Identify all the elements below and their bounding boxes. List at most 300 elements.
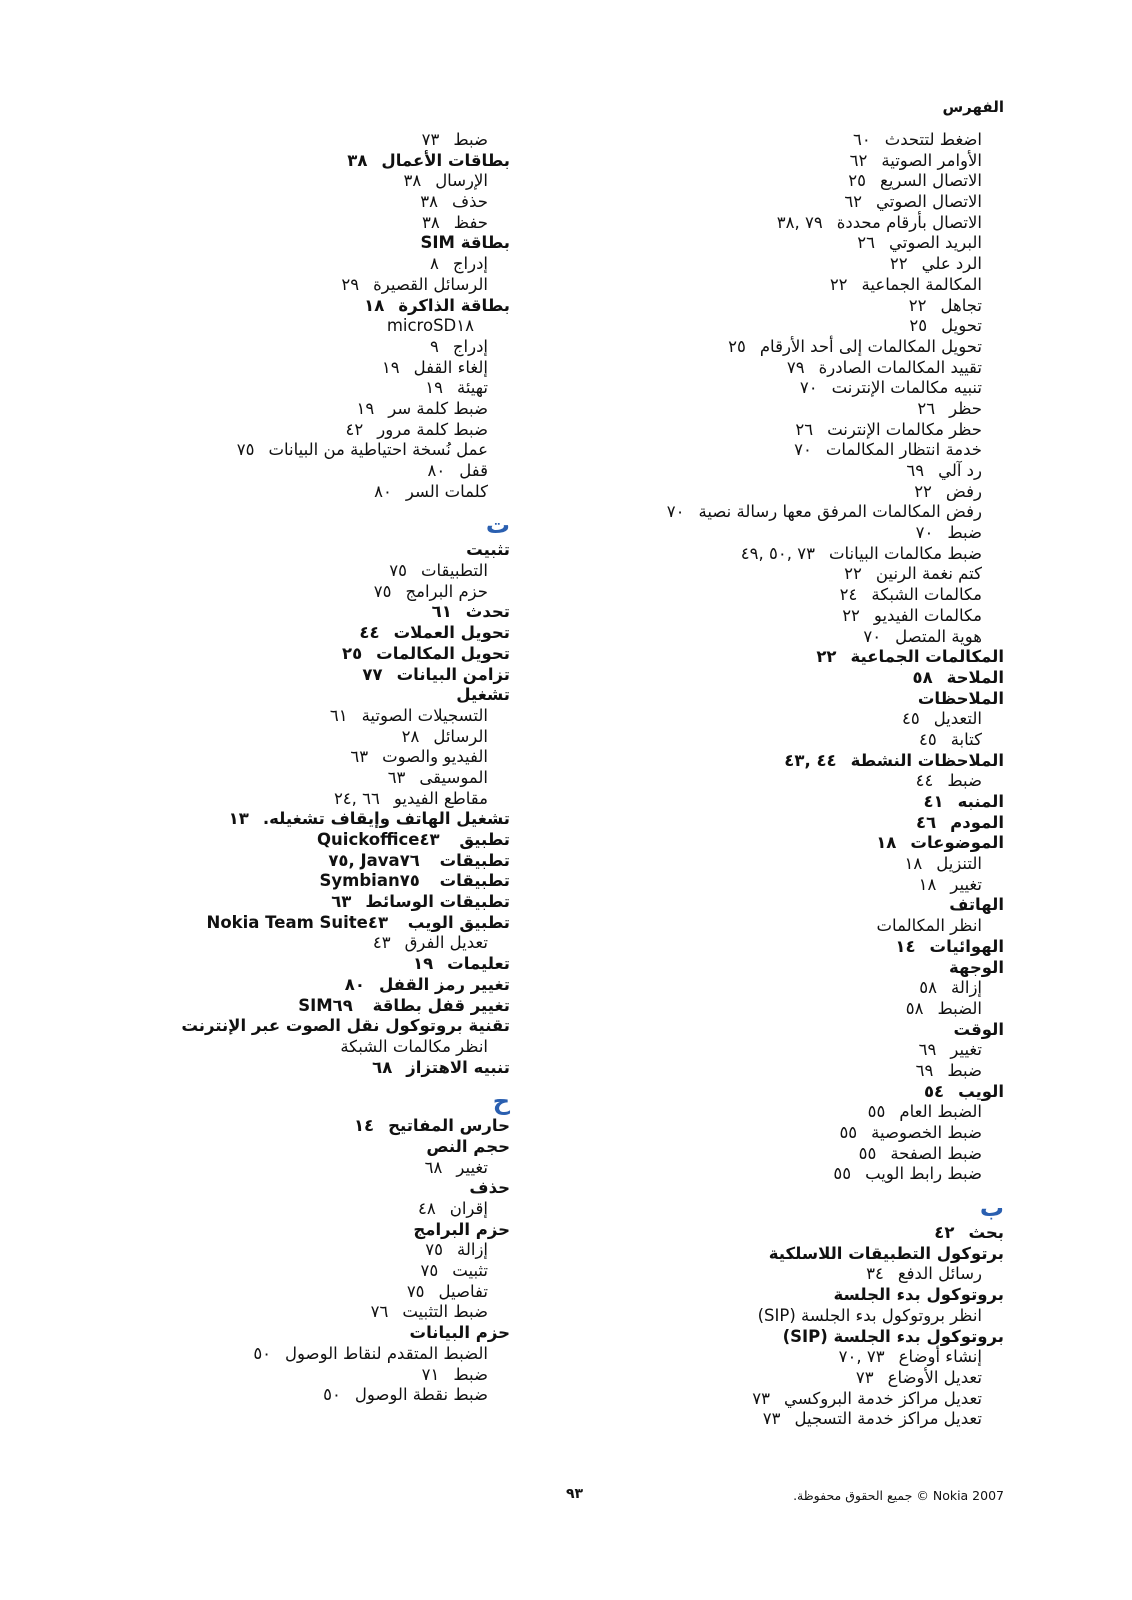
index-subentry [564, 771, 1004, 792]
index-entry [70, 644, 510, 665]
index-term: الوجهة [949, 957, 1004, 977]
index-page-ref: ٦٣ [331, 892, 352, 912]
index-entry [70, 809, 510, 830]
index-page-ref: ٢٥ [909, 316, 928, 336]
index-entry [564, 1327, 1004, 1348]
index-page-ref: ١٨ [456, 316, 474, 336]
index-subentry [564, 233, 1004, 254]
index-subentry [70, 933, 510, 954]
index-page-ref: ٤٢ [345, 419, 364, 439]
index-term: حذف [452, 192, 488, 212]
index-page-ref: ٢٦ [795, 419, 814, 439]
index-subentry [564, 461, 1004, 482]
index-subentry [70, 1037, 510, 1058]
index-term: ضبط [947, 1060, 982, 1080]
index-page-ref: ٢٩ [341, 274, 360, 294]
index-subentry [70, 130, 510, 151]
index-page-ref: ٧٦ ,٧٥ [328, 850, 420, 870]
index-term: تغيير قفل بطاقة SIM [298, 995, 510, 1015]
index-term: الاتصال بأرقام محددة [836, 212, 982, 232]
index-page-ref: ٣٨ [403, 171, 422, 191]
index-subentry [70, 440, 510, 461]
index-entry [564, 668, 1004, 689]
index-entry [70, 602, 510, 623]
index-letter-heading: ح [492, 1087, 510, 1116]
index-page-ref: ٤٦ [916, 812, 937, 832]
index-term: تنبيه مكالمات الإنترنت [831, 378, 982, 398]
index-page-ref: ٢٢ [842, 605, 860, 625]
index-page-ref: ٤٥ [918, 729, 937, 749]
index-term: حفظ [453, 212, 488, 232]
index-page-ref: ٢٢ [914, 481, 932, 501]
index-page-ref: ٧٠ [915, 523, 934, 543]
index-term: انظر مكالمات الشبكة [340, 1036, 488, 1056]
index-term: حجم النص [426, 1136, 510, 1156]
index-subentry [564, 1409, 1004, 1430]
index-term: تقنية بروتوكول نقل الصوت عبر الإنترنت [181, 1016, 510, 1036]
index-page-ref: ١٨ [918, 874, 937, 894]
index-page-ref: ٢٥ [342, 643, 363, 663]
index-entry [70, 665, 510, 686]
index-term: كتابة [950, 729, 982, 749]
index-subentry [564, 1061, 1004, 1082]
index-term: تهيئة [456, 378, 488, 398]
index-entry [70, 233, 510, 254]
index-term: هوية المتصل [895, 626, 982, 646]
index-page-ref: ٣٨ [420, 192, 439, 212]
index-page-ref: ٦٠ [852, 130, 871, 149]
index-page-ref: ٢٦ [857, 233, 876, 253]
index-term: تغيير [456, 1157, 488, 1177]
index-term: التطبيقات [421, 561, 488, 581]
index-term: إقران [449, 1199, 488, 1218]
index-page-ref: ٦١ [329, 705, 348, 725]
index-page-ref: ٥٨ [919, 978, 937, 998]
index-subentry [564, 399, 1004, 420]
index-term: مكالمات الشبكة [871, 585, 982, 605]
index-page-ref: ٤٣ [372, 933, 391, 953]
index-term: التنزيل [936, 854, 982, 874]
index-term: ضبط كلمة سر [388, 398, 488, 418]
index-letter-heading: ب [979, 1194, 1004, 1223]
index-page-ref: ٥٥ [867, 1102, 886, 1122]
index-term: بروتوكول بدء الجلسة (SIP) [782, 1326, 1004, 1346]
index-page-ref: ٥٥ [839, 1123, 858, 1142]
index-term: المودم [950, 812, 1004, 832]
index-term: تقييد المكالمات الصادرة [818, 357, 982, 377]
index-term: تشغيل [456, 685, 510, 705]
index-page-ref: ٢٢ [889, 254, 908, 274]
index-entry [70, 296, 510, 317]
index-page-ref: ٥٥ [858, 1143, 877, 1163]
index-term: الهاتف [949, 895, 1004, 915]
index-term: تحويل [941, 316, 982, 336]
index-term: المنبه [957, 792, 1004, 811]
index-page-ref: ٢٢ [816, 647, 837, 667]
index-subentry [564, 337, 1004, 358]
index-term: تطبيقات Java [360, 850, 510, 870]
index-subentry [70, 561, 510, 582]
index-subentry [70, 399, 510, 420]
index-term: الموسيقى [419, 767, 488, 787]
index-term: تحويل المكالمات إلى أحد الأرقام [759, 336, 982, 356]
index-entry [70, 975, 510, 996]
index-page-ref: ٦١ [431, 602, 452, 622]
index-page-ref: ٧١ [421, 1364, 440, 1384]
index-page-ref: ٧٩ [786, 357, 805, 377]
index-page-ref: ٦٣ [387, 767, 406, 787]
index-term: الويب [958, 1081, 1004, 1101]
index-page-ref: ١٤ [895, 936, 916, 956]
index-subentry [564, 151, 1004, 172]
index-term: حزم البيانات [409, 1323, 510, 1343]
index-term: إلغاء القفل [413, 357, 488, 377]
index-page-ref: ٧٠ [666, 502, 685, 522]
index-page-ref: ٤٤ [359, 623, 380, 643]
index-term: تحدث [465, 602, 510, 622]
index-page-ref: ٧٠ [799, 378, 818, 398]
index-term: بحث [968, 1223, 1004, 1243]
index-term: إدراج [452, 254, 488, 274]
index-page-ref: ٤٣ [419, 830, 440, 849]
index-entry [70, 540, 510, 561]
index-page-ref: ٧٥ [236, 440, 255, 460]
index-page-ref: ٦٨ [372, 1057, 393, 1077]
index-term: الاتصال السريع [880, 171, 982, 191]
index-term: التسجيلات الصوتية [361, 705, 488, 725]
index-entry [70, 830, 510, 851]
index-page-ref: ٢٤ [839, 585, 858, 605]
index-page-ref: ١٩ [356, 398, 375, 418]
index-term: بطاقة الذاكرة [398, 295, 510, 315]
index-page-ref: ٧٧ [362, 664, 383, 684]
index-subentry [70, 213, 510, 234]
index-term: تطبيق الويب Nokia Team Suite [206, 912, 510, 932]
index-page-ref: ٧٠ [794, 440, 812, 460]
index-subentry [564, 1368, 1004, 1389]
index-subentry [70, 461, 510, 482]
index-entry [564, 937, 1004, 958]
index-subentry [70, 1261, 510, 1282]
index-page-ref: ٢٨ [401, 726, 420, 746]
index-page-ref: ٦٩ [915, 1060, 934, 1080]
index-subentry [564, 875, 1004, 896]
index-term: تغيير رمز القفل [378, 974, 510, 994]
index-subentry [70, 420, 510, 441]
index-entry [70, 913, 510, 934]
index-subentry [564, 296, 1004, 317]
index-term: ضبط الخصوصية [871, 1123, 982, 1142]
index-entry [70, 1137, 510, 1158]
index-column-right [564, 130, 1004, 1430]
index-subentry [564, 316, 1004, 337]
index-term: الفيديو والصوت [382, 747, 488, 767]
index-page-ref: ٧٠ [863, 626, 882, 646]
index-term: خدمة انتظار المكالمات [825, 440, 982, 460]
index-term: الملاحة [946, 667, 1004, 687]
index-entry [70, 1116, 510, 1137]
index-term: تعديل مراكز خدمة البروكسي [783, 1388, 982, 1408]
index-term: تعديل الفرق [404, 933, 488, 953]
index-page-ref: ٥٥ [833, 1164, 852, 1184]
index-subentry [564, 378, 1004, 399]
index-subentry [564, 606, 1004, 627]
index-entry [70, 1058, 510, 1079]
index-subentry [564, 1306, 1004, 1327]
index-page-ref: ٧٥ [389, 561, 407, 581]
index-subentry [564, 730, 1004, 751]
index-entry [70, 871, 510, 892]
index-page-ref: ٢٢ [829, 274, 848, 294]
index-subentry [564, 544, 1004, 565]
index-subentry [70, 275, 510, 296]
index-page-ref: ٦٩ [918, 1040, 937, 1060]
index-page-ref: ٤٥ [901, 709, 920, 729]
index-page-ref: ٩ [429, 336, 439, 356]
index-term: كتم نغمة الرنين [875, 564, 982, 584]
index-term: بطاقات الأعمال [381, 150, 510, 170]
index-subentry [564, 978, 1004, 999]
index-page-ref: ٢٢ [908, 295, 927, 315]
index-subentry [564, 502, 1004, 523]
index-term: تزامن البيانات [396, 664, 510, 684]
index-subentry [70, 316, 510, 337]
index-term: تغيير [950, 1040, 982, 1060]
index-term: إنشاء أوضاع [898, 1347, 982, 1367]
index-page-ref: ٧٣ [855, 1367, 874, 1387]
index-page-ref: ٨٠ [344, 974, 365, 994]
index-term: تغيير [950, 874, 982, 894]
index-page-ref: ٧٣ ,٧٠ [838, 1347, 885, 1367]
index-page-ref: ٥٤ [923, 1081, 945, 1101]
index-term: البريد الصوتي [889, 233, 982, 253]
copyright-notice: Nokia 2007 © جميع الحقوق محفوظة. [793, 1488, 1004, 1503]
index-term: تجاهل [940, 295, 982, 315]
index-term: الملاحظات النشطة [850, 750, 1004, 770]
index-term: مقاطع الفيديو [393, 788, 488, 808]
index-term: ضبط التثبيت [402, 1302, 488, 1322]
index-term: تحويل المكالمات [376, 643, 510, 663]
index-term: حزم البرامج [413, 1219, 510, 1239]
index-subentry [70, 337, 510, 358]
index-subentry [564, 999, 1004, 1020]
index-subentry [564, 130, 1004, 151]
index-page-ref: ٦٣ [350, 747, 369, 767]
index-page-ref: ١٣ [228, 809, 249, 829]
index-entry [70, 954, 510, 975]
index-page-ref: ٧٣ ,٥٠ ,٤٩ [740, 543, 815, 563]
index-page-ref: ٦٩ [332, 995, 353, 1015]
index-subentry [70, 768, 510, 789]
index-entry [564, 1082, 1004, 1103]
index-term: تحويل العملات [393, 623, 510, 643]
index-entry [70, 851, 510, 872]
index-page-ref: ٤٤ [915, 771, 934, 791]
index-entry [564, 1285, 1004, 1306]
index-page-ref: ٥٨ [912, 667, 933, 687]
index-subentry [70, 727, 510, 748]
index-entry [564, 895, 1004, 916]
index-subentry [70, 789, 510, 810]
index-subentry [70, 706, 510, 727]
index-term: ضبط [947, 771, 982, 791]
index-term: ضبط الصفحة [890, 1143, 982, 1163]
index-page-ref: ١٩ [425, 378, 443, 398]
index-letter-heading: ت [485, 511, 510, 540]
index-term: المكالمات الجماعية [850, 647, 1004, 667]
index-page-ref: ٦٢ [849, 150, 868, 170]
index-page-ref: ٧٦ [370, 1302, 389, 1322]
index-entry [564, 647, 1004, 668]
index-subentry [564, 420, 1004, 441]
index-subentry [564, 916, 1004, 937]
index-term: اضغط لتتحدث [884, 130, 982, 149]
index-term: حارس المفاتيح [388, 1116, 510, 1136]
index-subentry [70, 1385, 510, 1406]
index-page-ref: ٣٨ [422, 212, 440, 232]
page-number: ٩٣ [566, 1486, 584, 1502]
index-page-ref: ٤٨ [417, 1199, 436, 1218]
index-term: مكالمات الفيديو [873, 605, 982, 625]
index-entry [70, 892, 510, 913]
index-page-ref: ٧٣ [762, 1409, 781, 1429]
index-subentry [564, 1347, 1004, 1368]
index-subentry [70, 378, 510, 399]
index-term: الرسائل القصيرة [373, 274, 488, 294]
index-term: حظر مكالمات الإنترنت [827, 419, 982, 439]
index-term: الهوائيات [929, 936, 1004, 956]
index-term: تعديل الأوضاع [887, 1367, 982, 1387]
index-entry [70, 151, 510, 172]
index-term: الضبط [937, 998, 982, 1018]
index-page-ref: ١٩ [413, 954, 434, 974]
index-column-left [70, 130, 510, 1406]
index-page-ref: ٢٥ [848, 171, 867, 191]
index-term: عمل نُسخة احتياطية من البيانات [268, 440, 488, 460]
index-page-ref: ٦٩ [906, 461, 925, 480]
index-page-ref: ٢٦ [917, 398, 936, 418]
index-subentry [70, 1302, 510, 1323]
index-term: رسائل الدفع [897, 1264, 982, 1284]
index-entry [564, 958, 1004, 979]
index-page-ref: ٥٠ [323, 1385, 341, 1405]
index-term: انظر بروتوكول بدء الجلسة (SIP) [757, 1305, 982, 1325]
index-term: الملاحظات [917, 688, 1004, 708]
index-term: رد آلي [938, 461, 982, 480]
index-term: الأوامر الصوتية [881, 150, 982, 170]
index-page-ref: ١٨ [364, 295, 385, 315]
index-subentry [564, 440, 1004, 461]
index-term: المكالمة الجماعية [861, 274, 982, 294]
index-term: إزالة [456, 1240, 488, 1260]
index-term: تثبيت [466, 540, 510, 560]
index-subentry [70, 582, 510, 603]
index-page-ref: ٣٨ [347, 150, 368, 170]
index-entry [564, 813, 1004, 834]
index-entry [564, 1020, 1004, 1041]
index-page-ref: ٥٠ [253, 1343, 272, 1363]
index-subentry [70, 1199, 510, 1220]
index-subentry [70, 192, 510, 213]
index-subentry [564, 709, 1004, 730]
index-term: حذف [469, 1178, 510, 1198]
index-subentry [564, 171, 1004, 192]
index-subentry [564, 358, 1004, 379]
index-subentry [564, 1164, 1004, 1185]
index-subentry [564, 482, 1004, 503]
index-page-ref: ٤٤ ,٤٣ [784, 750, 837, 770]
index-term: تشغيل الهاتف وإيقاف تشغيله. [262, 809, 510, 829]
index-page-ref: ٧٩ ,٣٨ [776, 212, 823, 232]
index-term: ضبط نقطة الوصول [354, 1385, 488, 1405]
index-term: الرد علي [921, 254, 982, 274]
index-subentry [70, 1240, 510, 1261]
index-term: انظر المكالمات [876, 916, 982, 936]
index-term: تفاصيل [438, 1281, 488, 1301]
index-term: microSD [386, 316, 457, 336]
index-term: إدراج [452, 336, 488, 356]
index-page-ref: ٦٨ [424, 1157, 443, 1177]
index-subentry [564, 254, 1004, 275]
index-subentry [564, 1389, 1004, 1410]
index-term: ضبط كلمة مرور [377, 419, 488, 439]
index-subentry [70, 254, 510, 275]
index-term: إزالة [950, 978, 982, 998]
index-page-ref: ٢٥ [728, 336, 746, 356]
index-term: تعليمات [447, 954, 510, 974]
index-entry [70, 996, 510, 1017]
index-entry [70, 685, 510, 706]
index-page-ref: ٨٠ [374, 481, 392, 501]
index-subentry [564, 854, 1004, 875]
index-term: رفض [945, 481, 982, 501]
index-page-ref: ٨٠ [427, 461, 446, 480]
index-subentry [564, 1040, 1004, 1061]
index-term: ضبط [947, 523, 982, 543]
index-entry [564, 1244, 1004, 1265]
index-term: الرسائل [433, 726, 488, 746]
index-entry [70, 1323, 510, 1344]
index-page-ref: ١٩ [381, 357, 400, 377]
index-page-ref: ١٨ [876, 833, 897, 853]
index-term: حزم البرامج [405, 581, 488, 601]
index-page-ref: ٤١ [923, 792, 944, 811]
index-page-ref: ٧٣ [421, 130, 440, 149]
index-page-ref: ٧٥ [406, 1281, 425, 1301]
index-subentry [564, 192, 1004, 213]
index-page-ref: ٧٥ [373, 581, 392, 601]
index-entry [70, 623, 510, 644]
index-term: بطاقة SIM [420, 233, 510, 253]
index-subentry [70, 1282, 510, 1303]
index-entry [70, 1220, 510, 1241]
index-term: كلمات السر [405, 481, 488, 501]
index-term: تنبيه الاهتزاز [406, 1057, 510, 1077]
index-term: الضبط العام [899, 1102, 982, 1122]
index-page-ref: ٤٢ [934, 1223, 955, 1243]
index-page-ref: ٧٣ [752, 1388, 770, 1408]
index-page-ref: ٦٦ ,٢٤ [333, 788, 380, 808]
index-page-ref: ١٨ [904, 854, 923, 874]
index-page-ref: ٥٨ [905, 998, 924, 1018]
index-term: تعديل مراكز خدمة التسجيل [794, 1409, 982, 1429]
index-subentry [564, 523, 1004, 544]
page-title: الفهرس [942, 98, 1004, 116]
index-subentry [70, 482, 510, 503]
index-term: ضبط [453, 130, 488, 149]
index-term: تطبيق Quickoffice [317, 830, 510, 849]
index-page-ref: ٧٥ [420, 1261, 439, 1281]
